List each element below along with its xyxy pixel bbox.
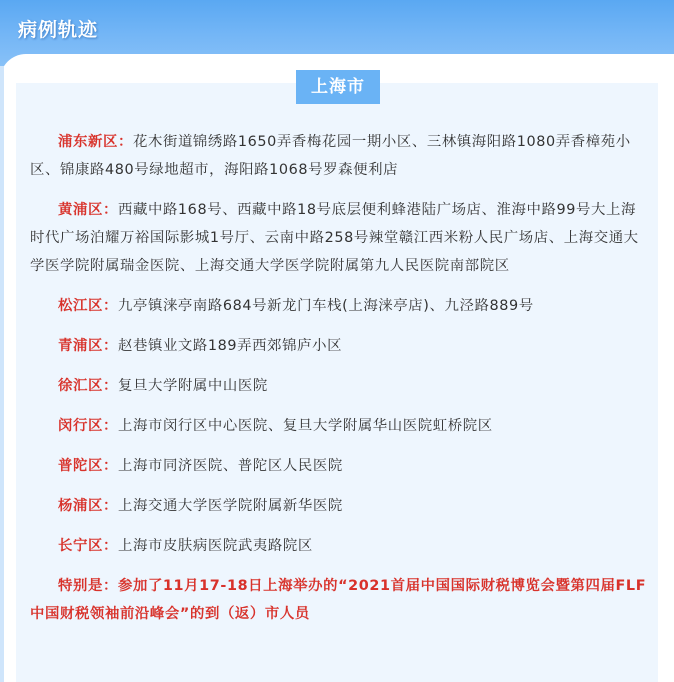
city-tab: 上海市 [296, 70, 380, 104]
district-places: 上海市皮肤病医院武夷路院区 [117, 538, 313, 554]
district-label: 闵行区： [58, 418, 118, 434]
list-item-xuhui [30, 372, 650, 400]
district-places: 九亭镇涞亭南路684号新龙门车栈(上海涞亭店)、九泾路889号 [117, 298, 534, 314]
list-item-songjiang [30, 292, 650, 320]
district-label: 松江区： [58, 298, 118, 314]
district-label: 徐汇区： [58, 378, 118, 394]
district-label: 普陀区： [58, 458, 118, 474]
district-label: 杨浦区： [58, 498, 118, 514]
district-label: 青浦区： [58, 338, 118, 354]
list-item-yangpu [30, 492, 650, 520]
district-label: 黄浦区： [58, 202, 118, 218]
panel-left-border [0, 66, 4, 682]
district-places: 赵巷镇业文路189弄西郊锦庐小区 [117, 338, 343, 354]
special-notice: 特别是：参加了11月17-18日上海举办的“2021首届中国国际财税博览会暨第四届FLF中国财税领袖前沿峰会”的到（返）市人员 [30, 578, 647, 622]
district-places: 上海市闵行区中心医院、复旦大学附属华山医院虹桥院区 [117, 418, 493, 434]
district-label: 浦东新区： [58, 134, 133, 150]
district-places: 上海市同济医院、普陀区人民医院 [117, 458, 343, 474]
district-places: 上海交通大学医学院附属新华医院 [117, 498, 343, 514]
list-item-minhang [30, 412, 650, 440]
trajectory-list [30, 128, 650, 628]
list-item-huangpu [30, 196, 650, 280]
section-title: 病例轨迹 [18, 19, 99, 41]
list-item-pudong [30, 128, 650, 184]
list-item-putuo [30, 452, 650, 480]
district-places: 复旦大学附属中山医院 [117, 378, 268, 394]
list-item-qingpu [30, 332, 650, 360]
district-label: 长宁区： [58, 538, 118, 554]
district-places: 花木街道锦绣路1650弄香梅花园一期小区、三林镇海阳路1080弄香樟苑小区、锦康路480号绿地超市，海阳路1068号罗森便利店 [30, 134, 631, 178]
district-places: 西藏中路168号、西藏中路18号底层便利蜂港陆广场店、淮海中路99号大上海时代广场泊耀万裕国际影城1号厅、云南中路258号辣堂赣江西米粉人民广场店、上海交通大学医学院附属瑞金医院、上海交通大学医学院附属第九人民医院南部院区 [30, 202, 639, 274]
list-item-changning [30, 532, 650, 560]
